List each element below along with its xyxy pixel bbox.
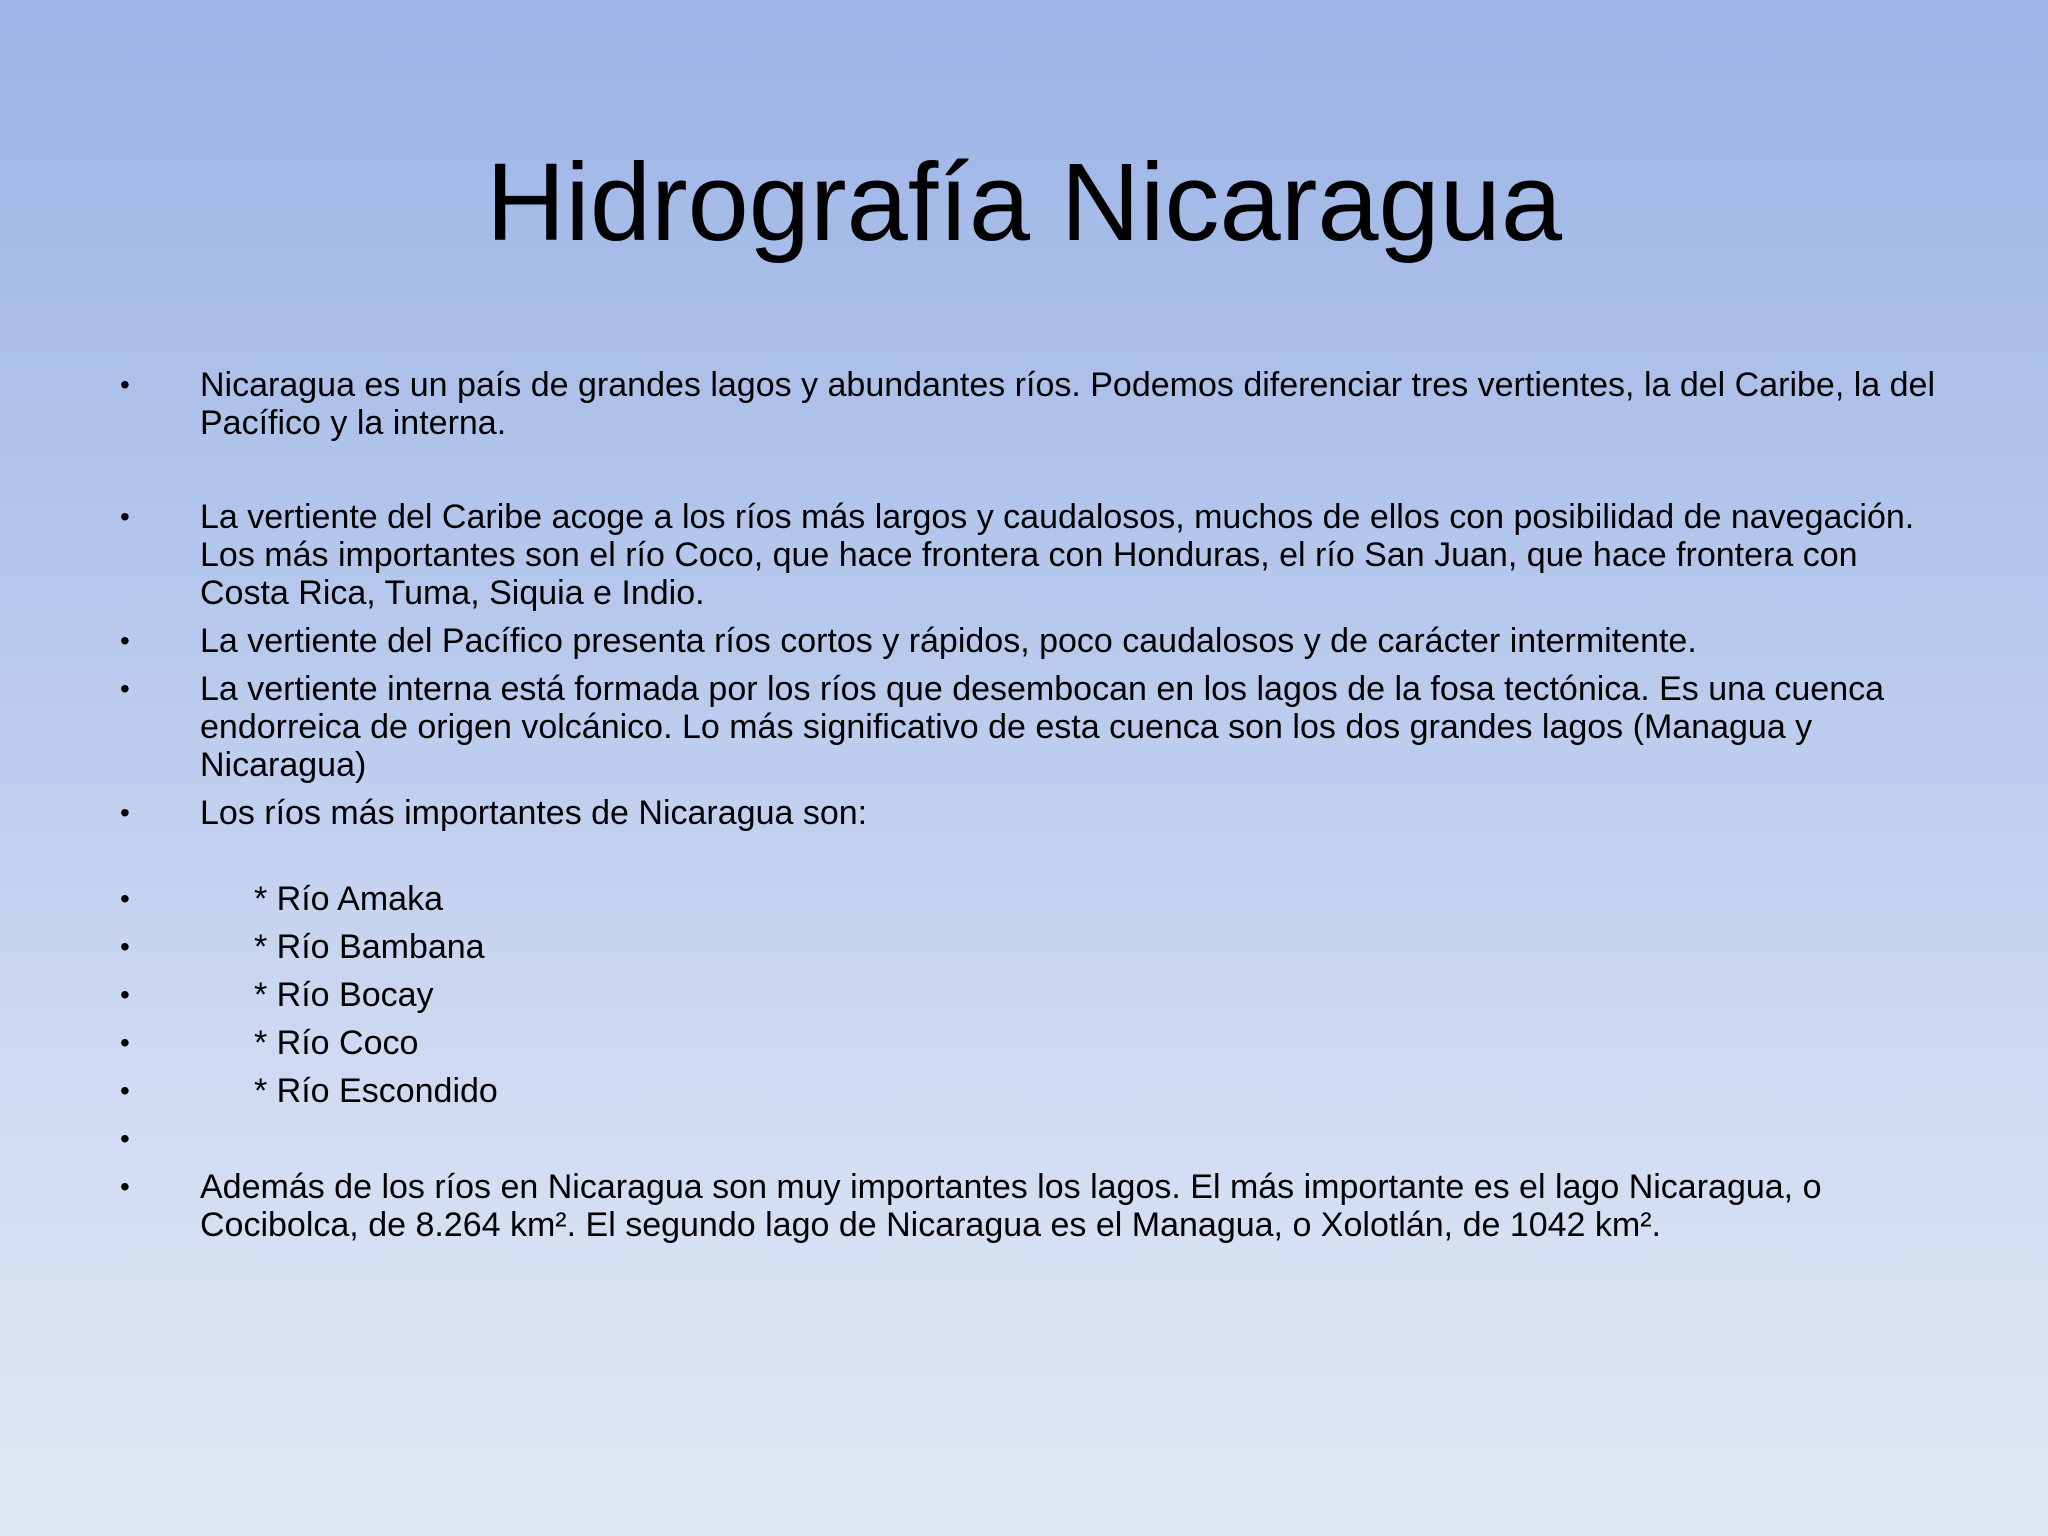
bullet-empty [120, 1120, 1940, 1158]
bullet-caribe [120, 498, 1940, 612]
bullet-dot-icon: • [120, 797, 130, 828]
bullet-intro [120, 366, 1940, 442]
bullet-text: La vertiente del Caribe acoge a los ríos más largos y caudalosos, muchos de ellos con posibilidad de navegación. Los más importantes son el río Coco, que hace frontera con Honduras, el río San Juan, que hace frontera con Costa Rica, Tuma, Siquia e Indio. [200, 498, 1915, 612]
bullet-dot-icon: • [120, 931, 130, 962]
bullet-text: * Río Bocay [254, 976, 434, 1014]
bullet-text: Nicaragua es un país de grandes lagos y abundantes ríos. Podemos diferenciar tres vertientes, la del Caribe, la del Pacífico y la interna. [200, 366, 1935, 442]
bullet-rio-coco [120, 1024, 1940, 1062]
bullet-dot-icon: • [120, 673, 130, 704]
bullet-dot-icon: • [120, 883, 130, 914]
bullet-text: La vertiente interna está formada por los ríos que desembocan en los lagos de la fosa tectónica. Es una cuenca endorreica de origen volcánico. Lo más significativo de esta cuenca son los dos grandes lagos (Managua y Nicaragua) [200, 670, 1885, 784]
bullet-text: Además de los ríos en Nicaragua son muy importantes los lagos. El más importante es el lago Nicaragua, o Cocibolca, de 8.264 km². El segundo lago de Nicaragua es el Managua, o Xolotlán, de 1042 km². [200, 1168, 1822, 1244]
bullet-dot-icon: • [120, 625, 130, 656]
bullet-rio-bambana [120, 928, 1940, 966]
bullet-dot-icon: • [120, 979, 130, 1010]
bullet-dot-icon: • [120, 1171, 130, 1202]
bullet-rios-intro [120, 794, 1940, 832]
bullet-rio-bocay [120, 976, 1940, 1014]
slide-title: Hidrografía Nicaragua [485, 141, 1563, 264]
bullet-text: * Río Escondido [254, 1072, 498, 1110]
bullet-dot-icon: • [120, 1123, 130, 1154]
bullet-text: * Río Coco [254, 1024, 419, 1062]
bullet-text: La vertiente del Pacífico presenta ríos cortos y rápidos, poco caudalosos y de carácter intermitente. [200, 622, 1697, 660]
bullet-rio-amaka [120, 880, 1940, 918]
bullet-text: Los ríos más importantes de Nicaragua son: [200, 794, 868, 832]
bullet-pacifico [120, 622, 1940, 660]
bullet-text: * Río Bambana [254, 928, 485, 966]
bullet-list [120, 366, 1940, 1244]
bullet-dot-icon: • [120, 369, 130, 400]
bullet-interna [120, 670, 1940, 784]
bullet-dot-icon: • [120, 1027, 130, 1058]
bullet-rio-escondido [120, 1072, 1940, 1110]
bullet-lagos [120, 1168, 1940, 1244]
bullet-dot-icon: • [120, 501, 130, 532]
bullet-dot-icon: • [120, 1075, 130, 1106]
bullet-text: * Río Amaka [254, 880, 443, 918]
